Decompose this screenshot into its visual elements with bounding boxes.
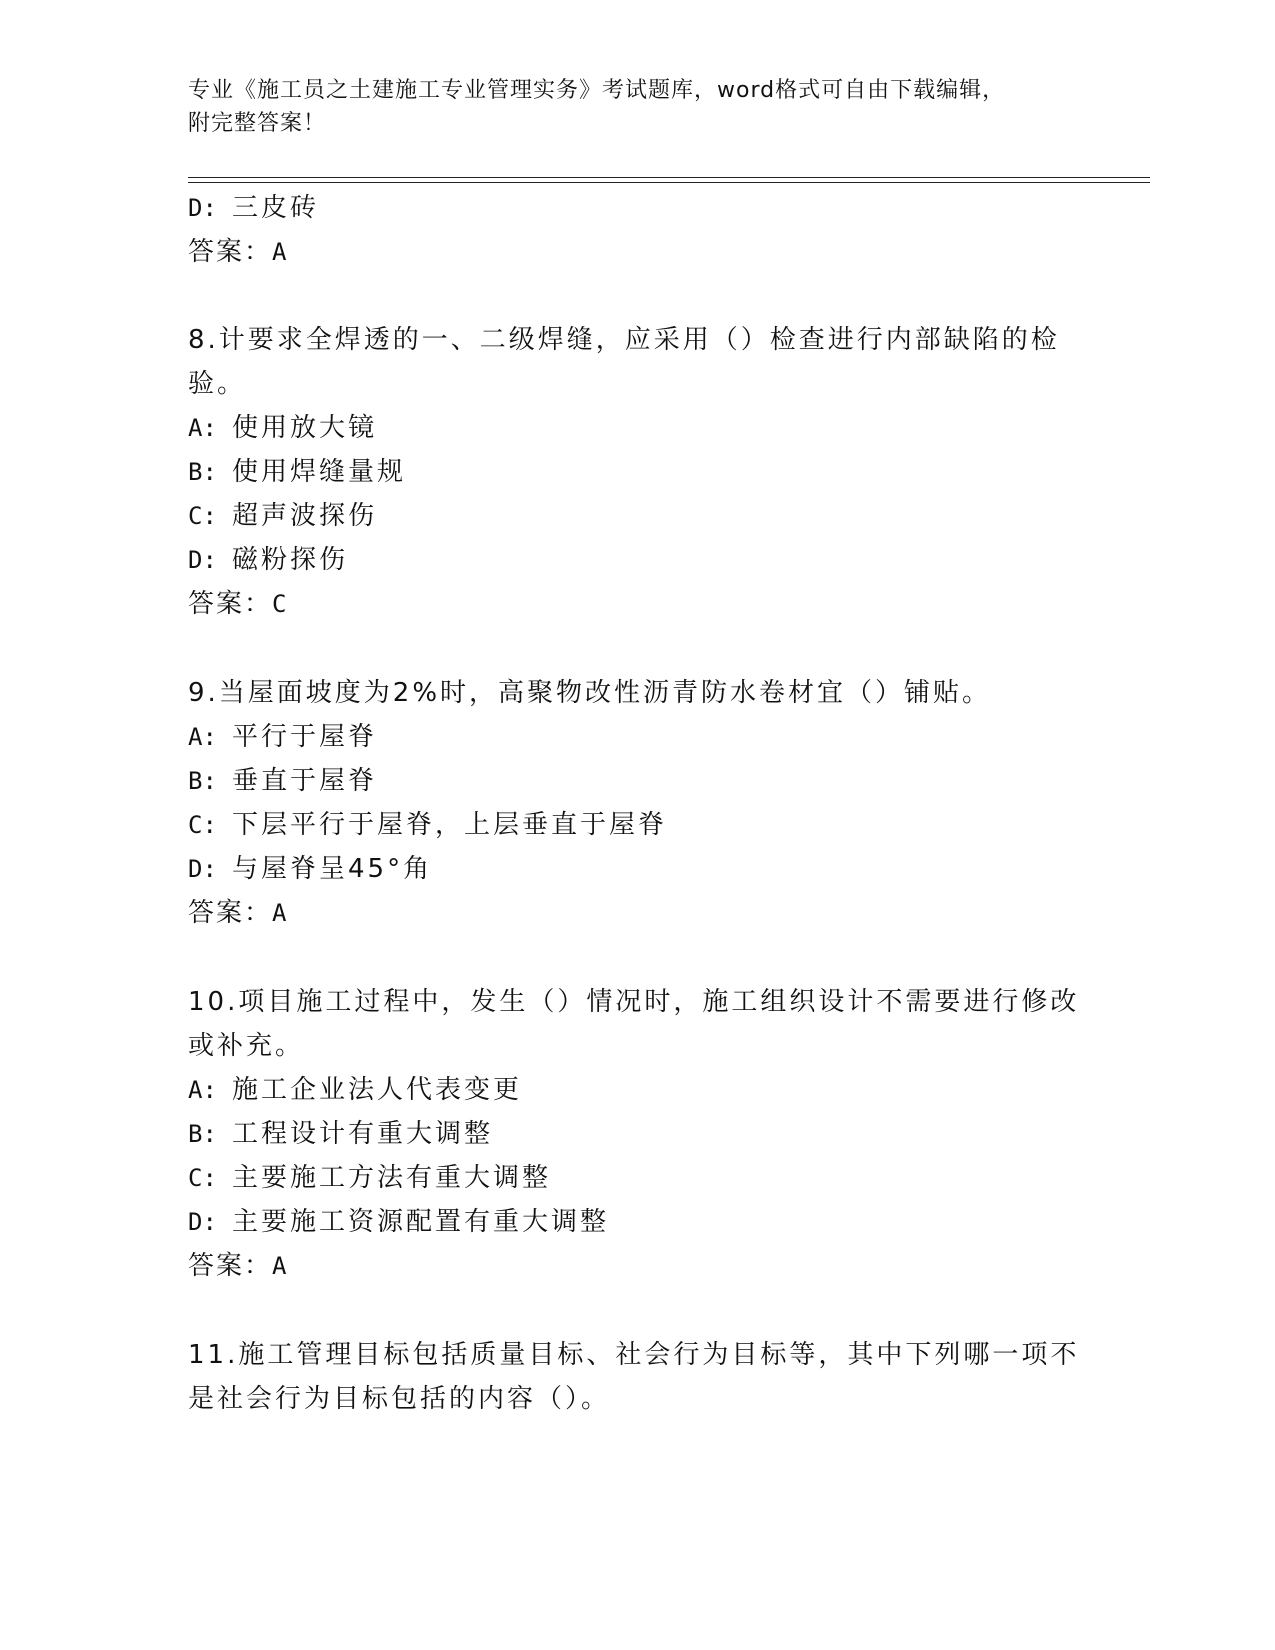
question-10-option-b — [188, 1117, 493, 1151]
header-divider-bottom — [188, 182, 1150, 183]
option-key: A: — [188, 1076, 217, 1104]
question-10-option-d — [188, 1205, 609, 1239]
option-key: D: — [188, 546, 217, 574]
answer-value: A — [272, 899, 287, 927]
question-9-stem-line-1: 9.当屋面坡度为2%时，高聚物改性沥青防水卷材宜（）铺贴。 — [188, 678, 992, 708]
option-text: 垂直于屋脊 — [232, 766, 378, 796]
question-8-option-c — [188, 499, 377, 533]
question-8-option-b — [188, 455, 406, 489]
option-text: 超声波探伤 — [232, 501, 378, 531]
answer-value: C — [272, 590, 287, 618]
prev-option-d — [188, 191, 319, 225]
question-9-answer — [188, 896, 286, 930]
answer-value: A — [272, 238, 287, 266]
option-key: A: — [188, 414, 217, 442]
option-text: 平行于屋脊 — [232, 722, 378, 752]
prev-answer — [188, 235, 286, 269]
option-text: 使用放大镜 — [232, 413, 378, 443]
question-10-option-c — [188, 1161, 551, 1195]
question-10-stem-line-1: 10.项目施工过程中，发生（）情况时，施工组织设计不需要进行修改 — [188, 987, 1080, 1017]
option-text: 使用焊缝量规 — [232, 457, 407, 487]
header-line-1: 专业《施工员之土建施工专业管理实务》考试题库，word格式可自由下载编辑， — [188, 78, 1006, 103]
page-header — [188, 74, 1088, 140]
question-8-stem-line-2: 验。 — [188, 369, 247, 399]
option-text: 主要施工资源配置有重大调整 — [232, 1207, 610, 1237]
option-text: 三皮砖 — [232, 193, 320, 223]
option-key: B: — [188, 767, 217, 795]
option-key: C: — [188, 502, 217, 530]
option-key: D: — [188, 1208, 217, 1236]
answer-label: 答案： — [188, 1251, 273, 1281]
option-text: 工程设计有重大调整 — [232, 1119, 494, 1149]
question-11-stem-line-2: 是社会行为目标包括的内容（）。 — [188, 1384, 611, 1414]
question-8-answer — [188, 587, 286, 621]
option-key: D: — [188, 855, 217, 883]
question-9-option-a — [188, 720, 377, 754]
question-10-stem-line-2: 或补充。 — [188, 1031, 305, 1061]
question-8-option-a — [188, 411, 377, 445]
answer-label: 答案： — [188, 237, 273, 267]
answer-value: A — [272, 1252, 287, 1280]
question-8-stem-line-1: 8.计要求全焊透的一、二级焊缝，应采用（）检查进行内部缺陷的检 — [188, 325, 1060, 355]
answer-label: 答案： — [188, 589, 273, 619]
answer-label: 答案： — [188, 898, 273, 928]
header-divider-top — [188, 177, 1150, 178]
question-9-option-d — [188, 852, 432, 886]
option-key: C: — [188, 811, 217, 839]
question-9-option-c — [188, 808, 667, 842]
question-9-option-b — [188, 764, 377, 798]
option-text: 下层平行于屋脊，上层垂直于屋脊 — [232, 810, 668, 840]
option-key: A: — [188, 723, 217, 751]
question-10-answer — [188, 1249, 286, 1283]
header-line-2: 附完整答案！ — [188, 111, 327, 136]
question-8-option-d — [188, 543, 348, 577]
option-text: 主要施工方法有重大调整 — [232, 1163, 552, 1193]
option-key: C: — [188, 1164, 217, 1192]
option-text: 施工企业法人代表变更 — [232, 1075, 523, 1105]
option-key: B: — [188, 458, 217, 486]
option-text: 磁粉探伤 — [232, 545, 349, 575]
option-key: D: — [188, 194, 217, 222]
question-11-stem-line-1: 11.施工管理目标包括质量目标、社会行为目标等，其中下列哪一项不 — [188, 1340, 1080, 1370]
option-key: B: — [188, 1120, 217, 1148]
question-10-option-a — [188, 1073, 522, 1107]
option-text: 与屋脊呈45°角 — [232, 854, 433, 884]
